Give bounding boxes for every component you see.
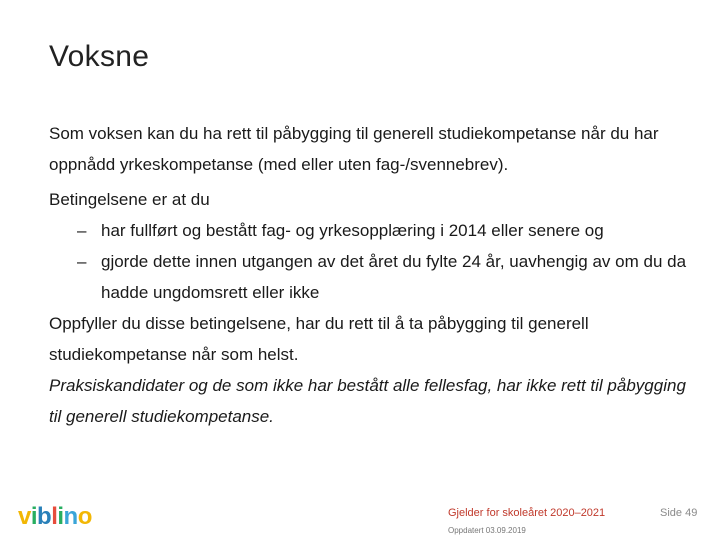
- slide-title: Voksne: [49, 40, 150, 73]
- italic-note: Praksiskandidater og de som ikke har bestått alle fellesfag, har ikke rett til påbygging til generell studiekompetanse.: [49, 376, 686, 426]
- condition-item: [49, 215, 689, 246]
- footer-note: Gjelder for skoleåret 2020–2021: [448, 507, 606, 519]
- logo-letter: i: [30, 503, 38, 530]
- conclusion-paragraph: Oppfyller du disse betingelsene, har du rett til å ta påbygging til generell studiekompetanse når som helst.: [49, 314, 589, 364]
- condition-text: gjorde dette innen utgangen av det året du fylte 24 år, uavhengig av om du da hadde ungdomsrett eller ikke: [101, 252, 687, 302]
- vilbo-logo: [18, 499, 98, 531]
- condition-item: [49, 246, 689, 308]
- logo-letter: l: [51, 503, 58, 530]
- slide-body: [49, 118, 689, 432]
- logo-letter: b: [37, 503, 52, 530]
- page-number: Side 49: [660, 507, 698, 519]
- logo-letter: v: [18, 503, 31, 530]
- condition-text: har fullført og bestått fag- og yrkesopplæring i 2014 eller senere og: [101, 221, 604, 240]
- logo-letter: o: [77, 503, 92, 530]
- intro-paragraph: Som voksen kan du ha rett til påbygging til generell studiekompetanse når du har oppnådd yrkeskompetanse (med eller uten fag-/svennebrev).: [49, 124, 659, 174]
- logo-letter: i: [57, 503, 64, 530]
- bullet-dash: –: [77, 252, 87, 271]
- bullet-dash: –: [77, 221, 87, 240]
- logo-text: [18, 503, 92, 530]
- logo-letter: n: [63, 503, 78, 530]
- footer-updated: Oppdatert 03.09.2019: [448, 526, 526, 535]
- conditions-lead: Betingelsene er at du: [49, 190, 210, 209]
